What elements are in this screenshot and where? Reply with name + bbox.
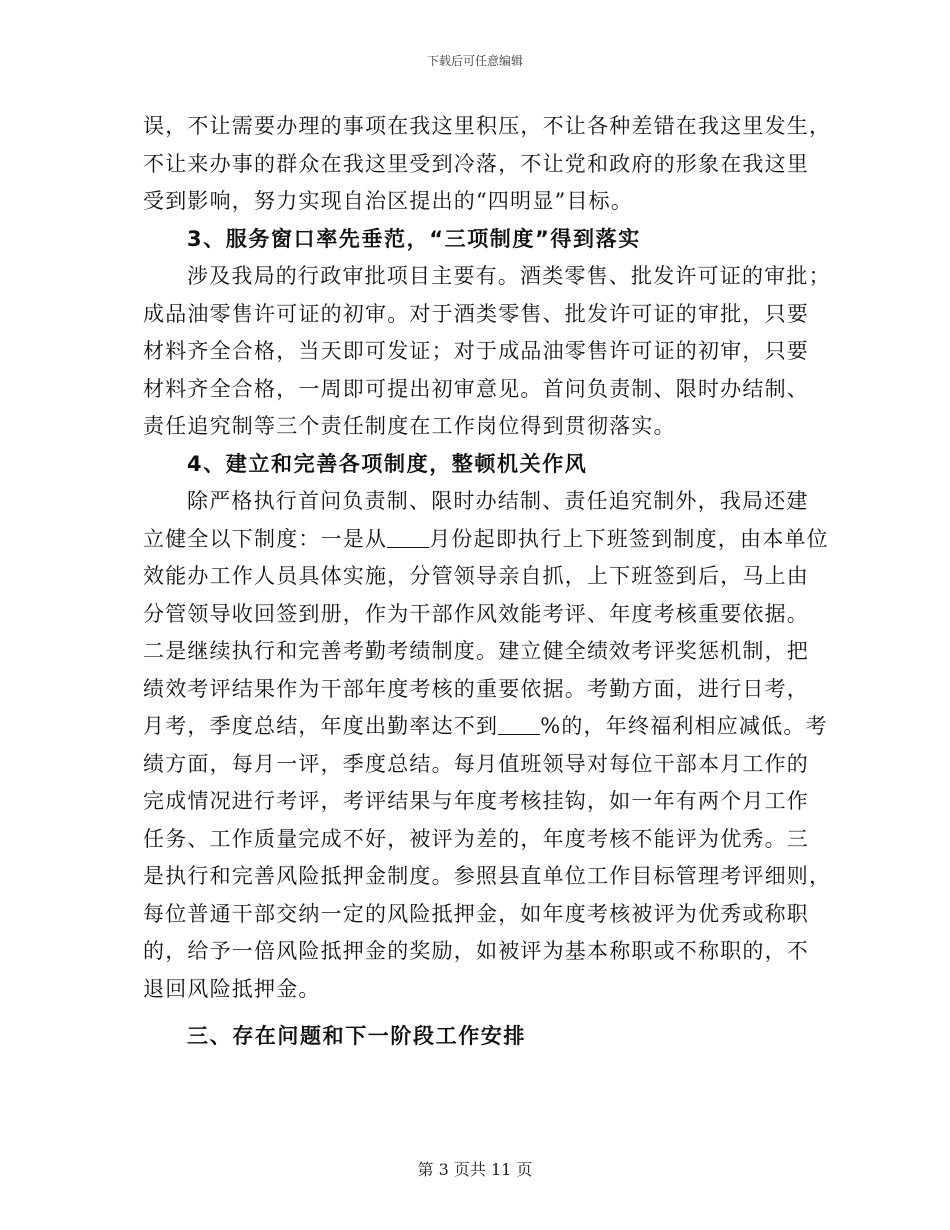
document-body bbox=[143, 108, 832, 1056]
page-header: 下载后可任意编辑 bbox=[426, 54, 523, 68]
line-segment: 月考，季度总结，年度出勤率达不到 bbox=[143, 714, 499, 738]
paragraph-line: 责任追究制等三个责任制度在工作岗位得到贯彻落实。 bbox=[143, 414, 676, 438]
line-segment: 月份起即执行上下班签到制度，由本单位 bbox=[429, 526, 829, 551]
fill-in-blank bbox=[387, 527, 429, 548]
paragraph-line: 涉及我局的行政审批项目主要有。酒类零售、批发许可证的审批； bbox=[187, 264, 831, 288]
paragraph-line bbox=[143, 708, 828, 746]
paragraph-line: 效能办工作人员具体实施，分管领导亲自抓，上下班签到后，马上由 bbox=[143, 564, 809, 588]
paragraph-line: 误，不让需要办理的事项在我这里积压，不让各种差错在我这里发生， bbox=[143, 114, 832, 138]
paragraph-line: 每位普通干部交纳一定的风险抵押金，如年度考核被评为优秀或称职 bbox=[143, 901, 809, 926]
paragraph-line bbox=[143, 521, 829, 559]
paragraph-line: 不让来办事的群众在我这里受到冷落，不让党和政府的形象在我这里 bbox=[143, 151, 809, 176]
paragraph-line: 材料齐全合格，一周即可提出初审意见。首问负责制、限时办结制、 bbox=[143, 376, 809, 401]
paragraph-line: 材料齐全合格，当天即可发证；对于成品油零售许可证的初审，只要 bbox=[143, 339, 809, 363]
page-number: 第 3 页共 11 页 bbox=[417, 1160, 533, 1179]
paragraph-line: 退回风险抵押金。 bbox=[143, 976, 321, 1001]
paragraph-line: 成品油零售许可证的初审。对于酒类零售、批发许可证的审批，只要 bbox=[143, 301, 809, 326]
line-segment: %的，年终福利相应减低。考 bbox=[540, 714, 828, 738]
fill-in-blank bbox=[498, 714, 540, 735]
section-heading-4: 4、建立和完善各项制度，整顿机关作风 bbox=[187, 451, 588, 476]
paragraph-line: 分管领导收回签到册，作为干部作风效能考评、年度考核重要依据。 bbox=[143, 601, 809, 626]
paragraph-line: 除严格执行首问负责制、限时办结制、责任追究制外，我局还建 bbox=[187, 489, 809, 513]
paragraph-line: 的，给予一倍风险抵押金的奖励，如被评为基本称职或不称职的，不 bbox=[143, 939, 809, 963]
paragraph-line: 是执行和完善风险抵押金制度。参照县直单位工作目标管理考评细则， bbox=[143, 864, 832, 888]
paragraph-line: 任务、工作质量完成不好，被评为差的，年度考核不能评为优秀。三 bbox=[143, 826, 809, 851]
paragraph-line: 二是继续执行和完善考勤考绩制度。建立健全绩效考评奖惩机制，把 bbox=[143, 639, 809, 663]
line-segment: 立健全以下制度：一是从 bbox=[143, 526, 388, 551]
paragraph-line: 绩效考评结果作为干部年度考核的重要依据。考勤方面，进行日考， bbox=[143, 676, 809, 701]
paragraph-line: 受到影响，努力实现自治区提出的“四明显”目标。 bbox=[143, 189, 634, 213]
section-heading-3: 3、服务窗口率先垂范，“三项制度”得到落实 bbox=[187, 226, 641, 251]
paragraph-line: 绩方面，每月一评，季度总结。每月值班领导对每位干部本月工作的 bbox=[143, 751, 809, 776]
section-heading-three: 三、存在问题和下一阶段工作安排 bbox=[187, 1024, 526, 1048]
paragraph-line: 完成情况进行考评，考评结果与年度考核挂钩，如一年有两个月工作 bbox=[143, 789, 809, 813]
